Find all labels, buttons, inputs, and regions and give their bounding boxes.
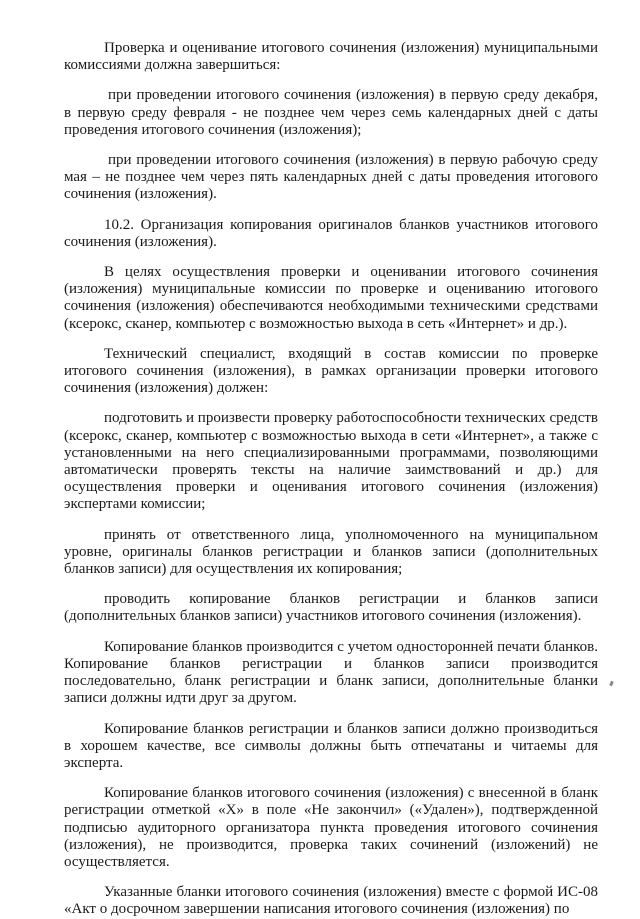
scan-speck [609, 681, 614, 687]
paragraph-duty-copy: проводить копирование бланков регистрации и бланков записи (дополнительных бланков записи) участников итогового сочинения (изложения). [64, 591, 598, 625]
paragraph-copying-quality: Копирование бланков регистрации и бланков записи должно производиться в хорошем качестве, все символы должны быть отпечатаны и читаемы для эксперта. [64, 720, 598, 771]
paragraph-not-finished: Копирование бланков итогового сочинения (изложения) с внесенной в бланк регистрации отметкой «Х» в поле «Не закончил» («Удален»), подтвержденной подписью аудиторного организатора пункта проведения итогового сочинения (изложения), не производится, проверка таких сочинений (изложений) не осуществляется. [64, 785, 598, 870]
paragraph-deadlines-intro: Проверка и оценивание итогового сочинения (изложения) муниципальными комиссиями должна завершиться: [64, 40, 598, 74]
paragraph-deadline-december-february: при проведении итогового сочинения (изложения) в первую среду декабря, в первую среду февраля - не позднее чем через семь календарных дней с даты проведения итогового сочинения (изложения); [64, 87, 598, 138]
document-body [64, 40, 598, 919]
paragraph-technical-specialist: Технический специалист, входящий в состав комиссии по проверке итогового сочинения (изложения), в рамках организации проверки итогового сочинения (изложения) должен: [64, 345, 598, 397]
paragraph-technical-means: В целях осуществления проверки и оценивании итогового сочинения (изложения) муниципальные комиссии по проверке и оцениванию итогового сочинения (изложения) обеспечиваются необходимыми техническими средствами (ксерокс, сканер, компьютер с возможностью выхода в сеть «Интернет» и др.). [64, 264, 598, 332]
paragraph-copying-order: Копирование бланков производится с учетом односторонней печати бланков. Копирование бланков регистрации и бланков записи производится последовательно, бланк регистрации и бланк записи, дополнительные бланки записи должны идти друг за другом. [64, 638, 598, 707]
paragraph-form-is-08: Указанные бланки итогового сочинения (изложения) вместе с формой ИС-08 «Акт о досрочном завершении написания итогового сочинения (изложения) по [64, 884, 598, 918]
section-heading-10-2: 10.2. Организация копирования оригиналов бланков участников итогового сочинения (изложения). [64, 216, 598, 250]
paragraph-duty-prepare: подготовить и произвести проверку работоспособности технических средств (ксерокс, сканер, компьютер с возможностью выхода в сети «Интернет», а также с установленными на него специализированными программами, позволяющими автоматически проверять тексты на наличие заимствований и др.) для осуществления проверки и оценивания итогового сочинения (изложения) экспертами комиссии; [64, 410, 598, 513]
paragraph-duty-accept: принять от ответственного лица, уполномоченного на муниципальном уровне, оригиналы бланков регистрации и бланков записи (дополнительных бланков записи) для осуществления их копирования; [64, 526, 598, 578]
paragraph-deadline-may: при проведении итогового сочинения (изложения) в первую рабочую среду мая – не позднее чем через пять календарных дней с даты проведения итогового сочинения (изложения). [64, 152, 598, 203]
